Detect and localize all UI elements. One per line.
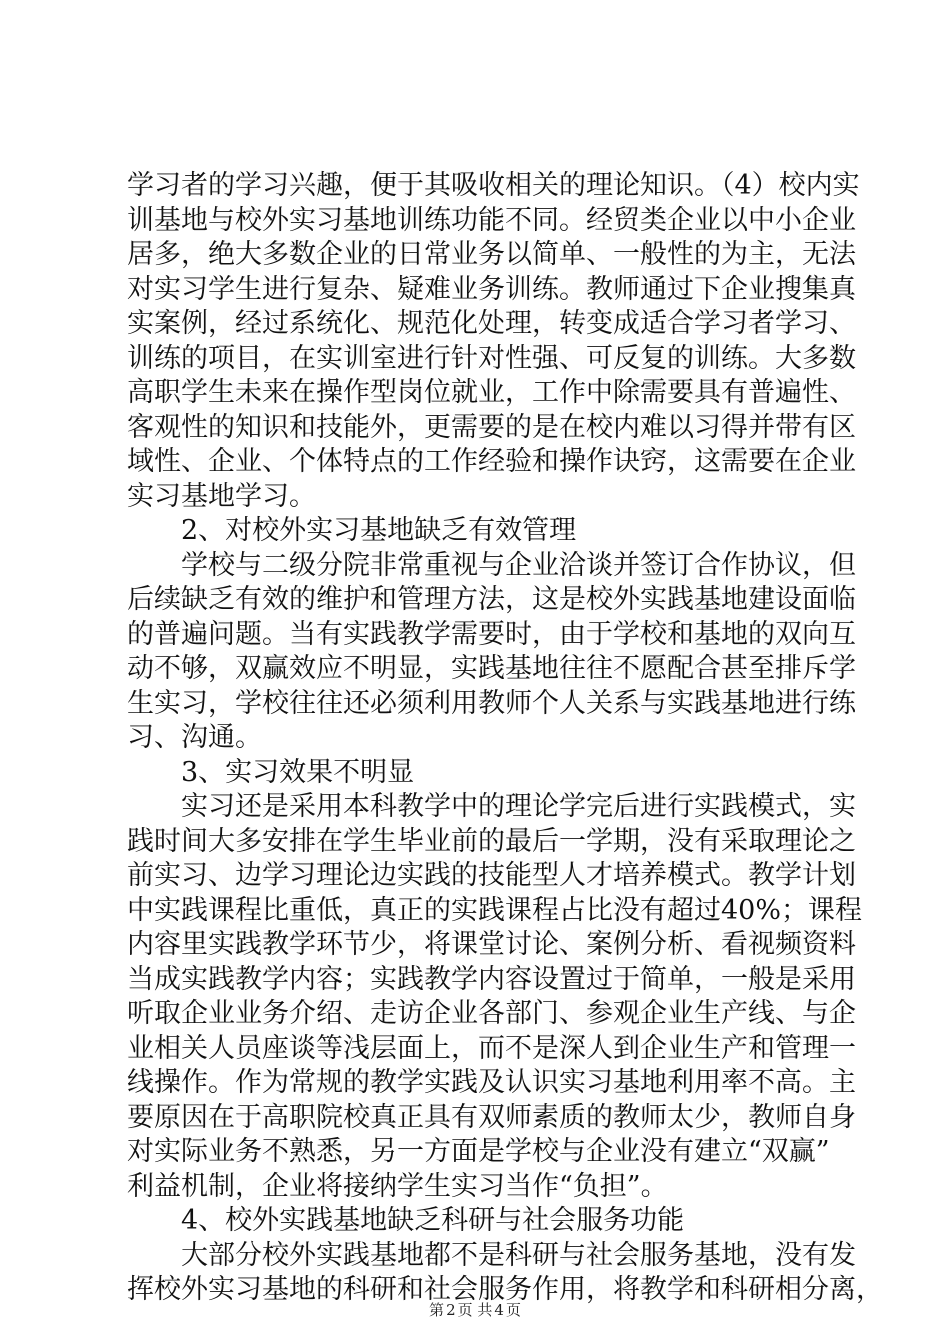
section-heading: 4、校外实践基地缺乏科研与社会服务功能 [127,1205,685,1236]
footer-page-number: 2 [446,1301,456,1319]
text-line: 动不够，双赢效应不明显，实践基地往往不愿配合甚至排斥学 [127,653,856,684]
text-line: 的普遍问题。当有实践教学需要时，由于学校和基地的双向互 [127,618,856,650]
text-line: 听取企业业务介绍、走访企业各部门、参观企业生产线、与企 [127,998,856,1029]
text-line: 实习基地学习。 [127,480,316,512]
footer-suffix: 页 [505,1301,521,1319]
text-line: 前实习、边学习理论边实践的技能型人才培养模式。教学计划 [127,860,856,891]
text-line: 实案例，经过系统化、规范化处理，转变成适合学习者学习、 [127,308,856,339]
section-heading: 3、实习效果不明显 [127,756,415,788]
text-line: 域性、企业、个体特点的工作经验和操作诀窍，这需要在企业 [127,446,856,477]
text-line: 居多，绝大多数企业的日常业务以简单、一般性的为主，无法 [127,239,856,270]
text-line: 高职学生未来在操作型岗位就业，工作中除需要具有普遍性、 [127,377,856,408]
text-line: 利益机制，企业将接纳学生实习当作“负担”。 [127,1170,668,1202]
section-heading: 2、对校外实习基地缺乏有效管理 [127,515,577,546]
footer-total-pages: 4 [494,1301,504,1319]
text-line: 要原因在于高职院校真正具有双师素质的教师太少，教师自身 [127,1101,856,1133]
text-line: 实习还是采用本科教学中的理论学完后进行实践模式，实 [127,791,856,822]
page-footer [0,1300,950,1320]
text-line: 内容里实践教学环节少，将课堂讨论、案例分析、看视频资料 [127,929,856,960]
text-line: 训练的项目，在实训室进行针对性强、可反复的训练。大多数 [127,342,856,374]
text-line: 后续缺乏有效的维护和管理方法，这是校外实践基地建设面临 [127,584,856,615]
text-line: 对实际业务不熟悉，另一方面是学校与企业没有建立“双赢” [127,1136,830,1167]
text-line: 学习者的学习兴趣，便于其吸收相关的理论知识。（4）校内实 [127,170,860,201]
text-line: 学校与二级分院非常重视与企业洽谈并签订合作协议，但 [127,549,856,581]
text-line: 当成实践教学内容；实践教学内容设置过于简单，一般是采用 [127,963,856,995]
text-line: 践时间大多安排在学生毕业前的最后一学期，没有采取理论之 [127,825,856,857]
text-line: 挥校外实习基地的科研和社会服务作用，将教学和科研相分离， [127,1274,883,1305]
text-line: 客观性的知识和技能外，更需要的是在校内难以习得并带有区 [127,411,856,443]
text-line: 对实习学生进行复杂、疑难业务训练。教师通过下企业搜集真 [127,273,856,305]
text-line: 习、沟通。 [127,722,262,753]
text-line: 训基地与校外实习基地训练功能不同。经贸类企业以中小企业 [127,204,856,236]
text-line: 中实践课程比重低，真正的实践课程占比没有超过40%；课程 [127,894,863,926]
text-line: 生实习，学校往往还必须利用教师个人关系与实践基地进行练 [127,687,856,719]
text-line: 线操作。作为常规的教学实践及认识实习基地利用率不高。主 [127,1067,856,1098]
footer-prefix: 第 [429,1301,445,1319]
text-line: 业相关人员座谈等浅层面上，而不是深人到企业生产和管理一 [127,1032,856,1064]
footer-mid: 页 共 [457,1301,493,1319]
text-line: 大部分校外实践基地都不是科研与社会服务基地，没有发 [127,1239,856,1271]
